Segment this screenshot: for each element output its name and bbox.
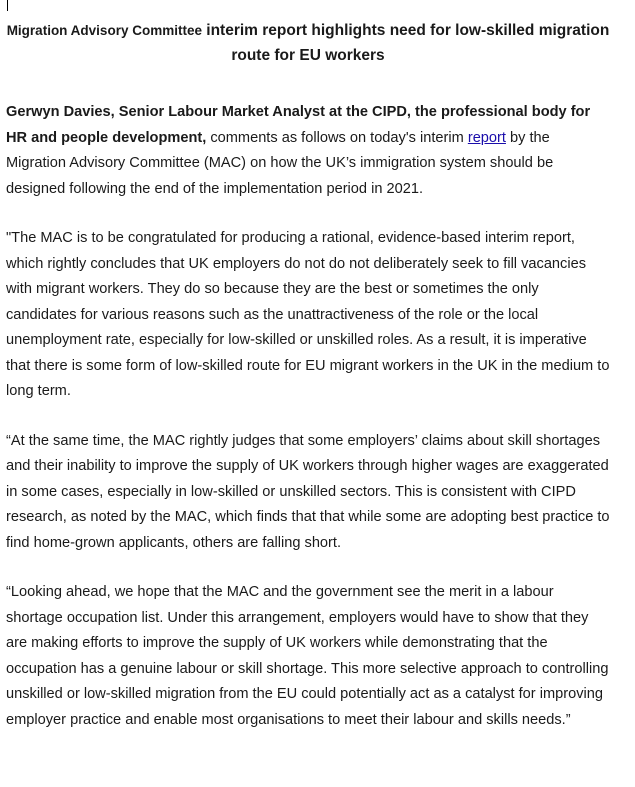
lead-paragraph	[6, 100, 610, 202]
lead-text-after-link: by the Migration Advisory Committee (MAC) on how the UK’s immigration system should be designed following the end of the implementation period in 2021.	[6, 129, 554, 197]
lead-text-before-link: comments as follows on today's interim	[206, 129, 468, 146]
report-link[interactable]: report	[467, 129, 506, 146]
title-main: interim report highlights need for low-skilled migration route for EU workers	[206, 22, 610, 64]
page-title	[6, 18, 610, 68]
title-prefix: Migration Advisory Committee	[6, 23, 202, 38]
quote-paragraph-1: "The MAC is to be congratulated for producing a rational, evidence-based interim report, which rightly concludes that UK employers do not do not deliberately seek to fill vacancies with migrant workers. They do so because they are the best or sometimes the only candidates for various reasons such as the unattractiveness of the role or the local unemployment rate, especially for low-skilled or unskilled roles. As a result, it is imperative that there is some form of low-skilled route for EU migrant workers in the UK in the medium to long term.	[6, 230, 610, 399]
lead-speaker: Gerwyn Davies, Senior Labour Market Analyst at the CIPD, the professional body for HR and people development,	[6, 104, 591, 146]
document-body	[6, 18, 610, 757]
text-cursor	[7, 0, 8, 11]
quote-paragraph-3: “Looking ahead, we hope that the MAC and the government see the merit in a labour shortage occupation list. Under this arrangement, employers would have to show that they are making efforts to improve the supply of UK workers while demonstrating that the occupation has a genuine labour or skill shortage. This more selective approach to controlling unskilled or low-skilled migration from the EU could potentially act as a catalyst for improving employer practice and enable most organisations to meet their labour and skills needs.”	[6, 584, 609, 728]
quote-paragraph-2: “At the same time, the MAC rightly judges that some employers’ claims about skill shortages and their inability to improve the supply of UK workers through higher wages are exaggerated in some cases, especially in low-skilled or unskilled sectors. This is consistent with CIPD research, as noted by the MAC, which finds that that while some are adopting best practice to find home-grown applicants, others are falling short.	[6, 432, 610, 551]
